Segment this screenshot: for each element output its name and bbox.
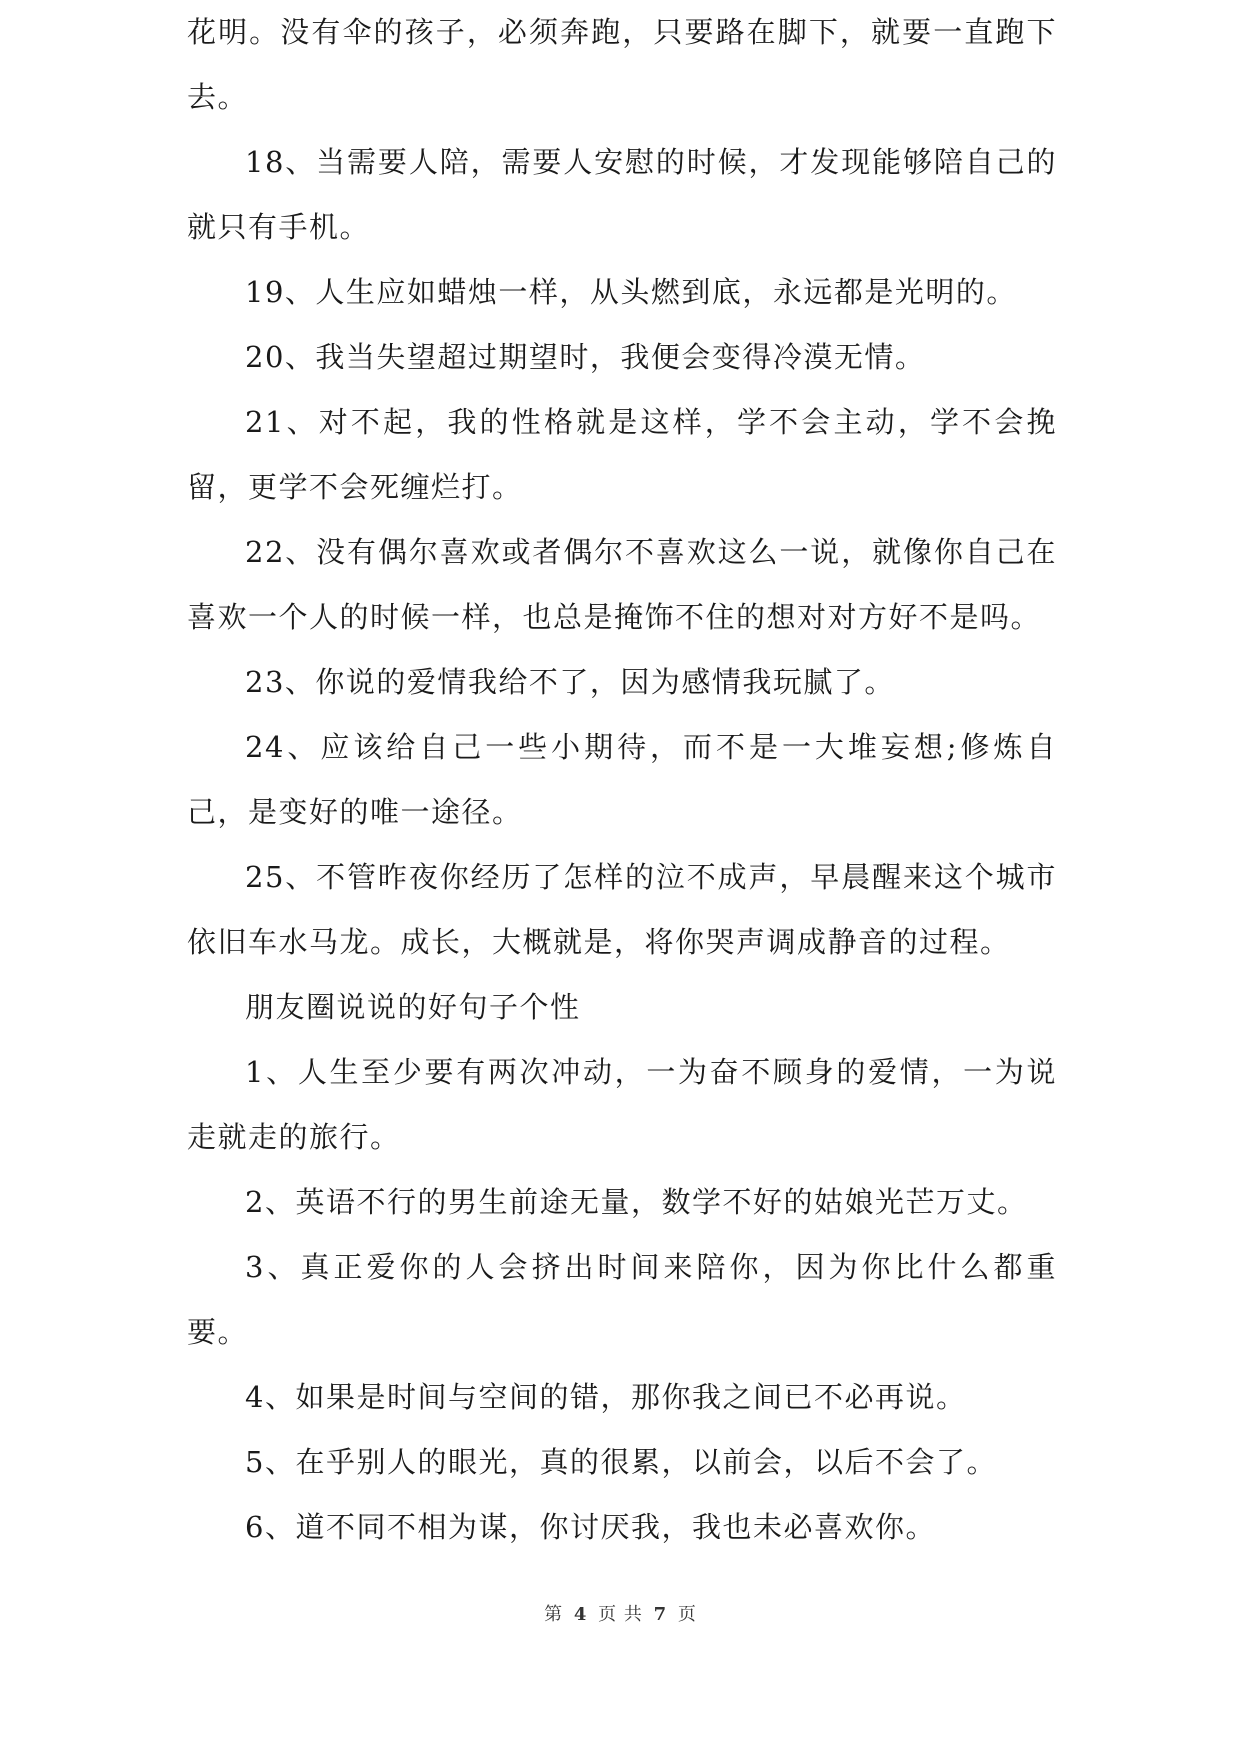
paragraph-item-25: 25、不管昨夜你经历了怎样的泣不成声，早晨醒来这个城市依旧车水马龙。成长，大概就是，将你哭声调成静音的过程。 xyxy=(187,860,1057,959)
footer-prefix: 第 xyxy=(544,1604,564,1625)
paragraph-item-4: 4、如果是时间与空间的错，那你我之间已不必再说。 xyxy=(245,1380,967,1414)
paragraph-item-22: 22、没有偶尔喜欢或者偶尔不喜欢这么一说，就像你自己在喜欢一个人的时候一样，也总是掩饰不住的想对对方好不是吗。 xyxy=(187,535,1057,634)
paragraph-item-18: 18、当需要人陪，需要人安慰的时候，才发现能够陪自己的就只有手机。 xyxy=(187,145,1057,244)
page-footer xyxy=(0,1600,1241,1626)
footer-suffix: 页 xyxy=(677,1604,697,1625)
section-heading: 朋友圈说说的好句子个性 xyxy=(245,990,581,1024)
paragraph-continuation: 花明。没有伞的孩子，必须奔跑，只要路在脚下，就要一直跑下去。 xyxy=(187,15,1057,114)
paragraph-item-20: 20、我当失望超过期望时，我便会变得冷漠无情。 xyxy=(245,340,926,374)
paragraph-item-5: 5、在乎别人的眼光，真的很累，以前会，以后不会了。 xyxy=(245,1445,997,1479)
paragraph-item-2: 2、英语不行的男生前途无量，数学不好的姑娘光芒万丈。 xyxy=(245,1185,1028,1219)
paragraph-item-19: 19、人生应如蜡烛一样，从头燃到底，永远都是光明的。 xyxy=(245,275,1017,309)
current-page-number: 4 xyxy=(573,1604,588,1625)
paragraph-item-24: 24、应该给自己一些小期待，而不是一大堆妄想;修炼自己，是变好的唯一途径。 xyxy=(187,730,1057,829)
footer-middle: 页 共 xyxy=(598,1604,643,1625)
paragraph-item-1: 1、人生至少要有两次冲动，一为奋不顾身的爱情，一为说走就走的旅行。 xyxy=(187,1055,1057,1154)
paragraph-item-23: 23、你说的爱情我给不了，因为感情我玩腻了。 xyxy=(245,665,895,699)
document-body xyxy=(187,0,1057,1560)
paragraph-item-21: 21、对不起，我的性格就是这样，学不会主动，学不会挽留，更学不会死缠烂打。 xyxy=(187,405,1057,504)
total-page-number: 7 xyxy=(653,1604,668,1625)
paragraph-item-6: 6、道不同不相为谋，你讨厌我，我也未必喜欢你。 xyxy=(245,1510,936,1544)
paragraph-item-3: 3、真正爱你的人会挤出时间来陪你，因为你比什么都重要。 xyxy=(187,1250,1057,1349)
